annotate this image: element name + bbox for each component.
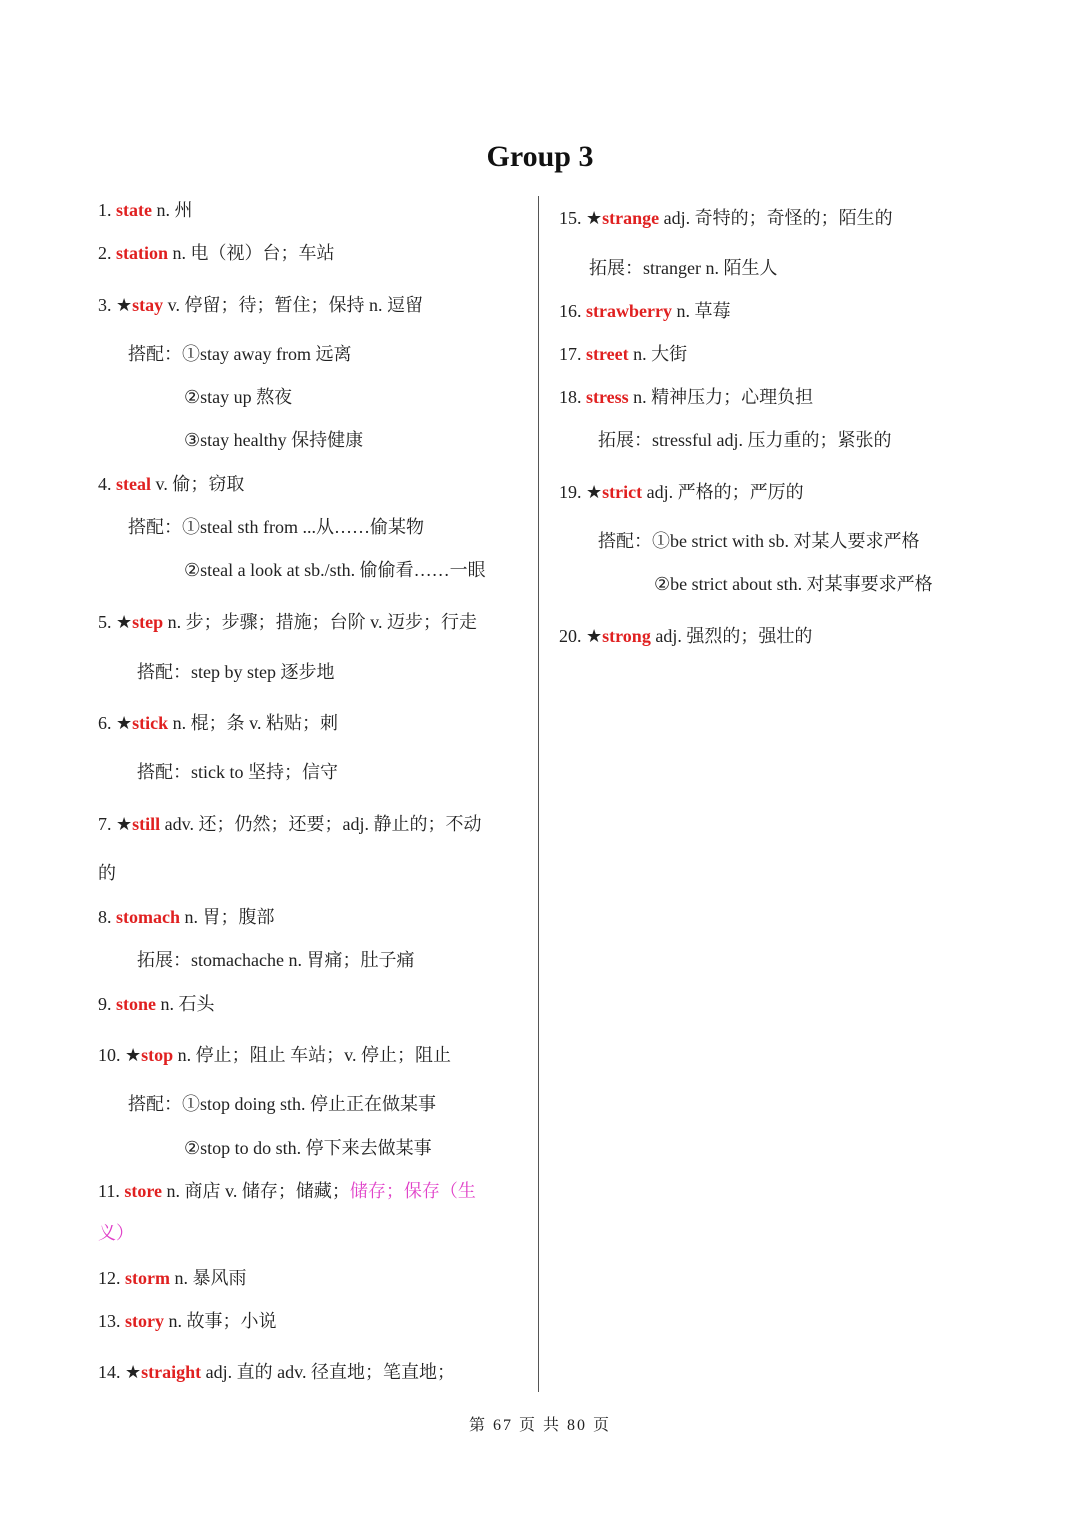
extension-line: 拓展：stressful adj. 压力重的；紧张的 [598,430,892,450]
entry-number: 7. ★ [98,814,133,834]
definition: n. 胃；腹部 [180,907,275,927]
entry-stone [98,992,215,1016]
extension-line: 拓展：stomachache n. 胃痛；肚子痛 [137,950,415,970]
headword: stomach [116,907,180,927]
definition: adv. 还；仍然；还要；adj. 静止的；不动 [160,814,482,834]
definition: adj. 直的 adv. 径直地；笔直地； [201,1362,455,1382]
collocation-line: ③stay healthy 保持健康 [184,430,364,450]
headword: station [116,243,169,263]
headword: strawberry [586,301,672,321]
definition: adj. 严格的；严厉的 [642,482,804,502]
entry-straight [98,1360,455,1384]
headword: stick [132,713,169,733]
definition-continued: 的 [98,863,116,883]
definition: n. 州 [151,200,193,220]
definition: v. 停留；待；暂住；保持 n. 逗留 [163,295,423,315]
definition: n. 石头 [156,994,215,1014]
definition: n. 步；步骤；措施；台阶 v. 迈步；行走 [163,612,477,632]
collocation-line: 搭配：①steal sth from ...从……偷某物 [128,517,424,537]
entry-number: 20. ★ [559,626,603,646]
definition: adj. 强烈的；强壮的 [650,626,813,646]
entry-strong [559,624,812,648]
entry-story [98,1309,277,1333]
headword: strong [602,626,651,646]
entry-number: 10. ★ [98,1045,142,1065]
page-footer: 第 67 页 共 80 页 [468,1417,611,1434]
entry-number: 16. [559,301,586,321]
entry-strawberry [559,299,730,323]
definition: n. 故事；小说 [164,1311,277,1331]
entry-number: 2. [98,243,116,263]
entry-number: 14. ★ [98,1362,142,1382]
entry-strange [559,206,893,230]
headword: storm [125,1268,170,1288]
entry-number: 17. [559,344,586,364]
definition: n. 草莓 [671,301,731,321]
definition: v. 偷；窃取 [151,474,245,494]
entry-number: 13. [98,1311,125,1331]
collocation-line: ②stay up 熬夜 [184,387,293,407]
collocation-line: 搭配：step by step 逐步地 [137,662,335,682]
entry-storm [98,1266,246,1290]
definition: n. 商店 v. 储存；储藏； [162,1181,350,1201]
headword: strict [602,482,643,502]
headword: still [132,814,161,834]
definition: n. 大街 [628,344,688,364]
headword: story [125,1311,164,1331]
headword: strange [602,208,660,228]
entry-street [559,342,687,366]
column-divider [538,196,539,1392]
definition-continued: 义） [98,1223,134,1243]
entry-state [98,198,192,222]
definition: n. 暴风雨 [169,1268,247,1288]
collocation-line: 搭配：①be strict with sb. 对某人要求严格 [598,531,920,551]
headword: steal [116,474,151,494]
headword: street [586,344,629,364]
headword: step [132,612,164,632]
headword: store [124,1181,162,1201]
entry-store [98,1179,476,1203]
page-title: Group 3 [486,140,594,173]
headword: stone [116,994,156,1014]
entry-stress [559,385,813,409]
headword: stress [586,387,629,407]
entry-steal [98,472,244,496]
entry-number: 12. [98,1268,125,1288]
collocation-line: 搭配：①stay away from 远离 [128,344,352,364]
entry-number: 18. [559,387,586,407]
entry-number: 8. [98,907,116,927]
headword: stop [141,1045,174,1065]
entry-number: 19. ★ [559,482,603,502]
definition: n. 停止；阻止 车站；v. 停止；阻止 [173,1045,451,1065]
collocation-line: 搭配：stick to 坚持；信守 [137,762,338,782]
entry-step [98,610,477,634]
collocation-line: ②stop to do sth. 停下来去做某事 [184,1138,432,1158]
entry-number: 1. [98,200,116,220]
entry-number: 9. [98,994,116,1014]
entry-strict [559,480,804,504]
headword: stay [132,295,164,315]
entry-stop [98,1043,451,1067]
entry-stay [98,293,423,317]
extension-line: 拓展：stranger n. 陌生人 [589,258,778,278]
entry-number: 15. ★ [559,208,603,228]
entry-still [98,812,481,836]
definition: n. 精神压力；心理负担 [628,387,814,407]
entry-number: 4. [98,474,116,494]
entry-station [98,241,335,265]
collocation-line: ②be strict about sth. 对某事要求严格 [654,574,933,594]
highlighted-definition: 储存；保存（生 [349,1181,476,1201]
entry-stomach [98,905,275,929]
definition: n. 电（视）台；车站 [168,243,335,263]
definition: adj. 奇特的；奇怪的；陌生的 [659,208,893,228]
definition: n. 棍；条 v. 粘贴；刺 [168,713,338,733]
entry-stick [98,711,338,735]
headword: state [116,200,152,220]
entry-number: 11. [98,1181,125,1201]
collocation-line: 搭配：①stop doing sth. 停止正在做某事 [128,1094,437,1114]
entry-number: 5. ★ [98,612,133,632]
entry-number: 6. ★ [98,713,133,733]
headword: straight [141,1362,202,1382]
entry-number: 3. ★ [98,295,133,315]
collocation-line: ②steal a look at sb./sth. 偷偷看……一眼 [184,560,486,580]
